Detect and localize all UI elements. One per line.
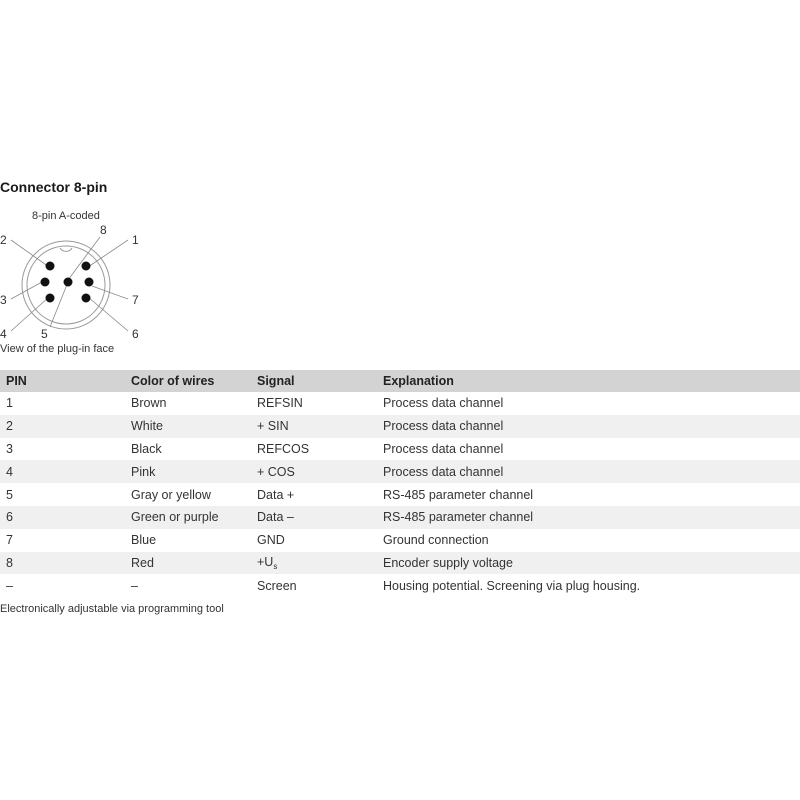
explanation-cell: Ground connection	[377, 529, 800, 552]
wire-color-cell: Pink	[125, 460, 251, 483]
signal-cell: GND	[251, 529, 377, 552]
table-row	[0, 529, 800, 552]
leader-line-6	[88, 297, 128, 331]
pin-label-8: 8	[100, 223, 107, 237]
pin-label-3: 3	[0, 293, 7, 307]
explanation-cell: Encoder supply voltage	[377, 552, 800, 575]
pin-label-6: 6	[132, 327, 139, 341]
table-row	[0, 552, 800, 575]
table-row	[0, 415, 800, 438]
signal-cell: + COS	[251, 460, 377, 483]
header-pin: PIN	[0, 370, 125, 392]
pin-label-1: 1	[132, 233, 139, 247]
leader-line-5	[50, 282, 68, 327]
footnote: Electronically adjustable via programming tool	[0, 603, 224, 615]
signal-cell: Data –	[251, 506, 377, 529]
pin-cell: 8	[0, 552, 125, 575]
pin-dot-2	[46, 262, 55, 271]
wire-color-cell: Red	[125, 552, 251, 575]
wire-color-cell: Green or purple	[125, 506, 251, 529]
wire-color-cell: Gray or yellow	[125, 483, 251, 506]
table-row	[0, 438, 800, 461]
leader-line-3	[11, 282, 42, 299]
table-row	[0, 460, 800, 483]
explanation-cell: Process data channel	[377, 392, 800, 415]
pin-label-5: 5	[41, 327, 48, 341]
pin-dot-1	[82, 262, 91, 271]
explanation-cell: Process data channel	[377, 460, 800, 483]
signal-cell: REFSIN	[251, 392, 377, 415]
table-header-row	[0, 370, 800, 392]
leader-line-4	[11, 297, 49, 331]
explanation-cell: RS-485 parameter channel	[377, 506, 800, 529]
pin-dot-center	[64, 278, 73, 287]
signal-cell: Screen	[251, 574, 377, 597]
signal-cell: REFCOS	[251, 438, 377, 461]
wire-color-cell: Black	[125, 438, 251, 461]
page-title: Connector 8-pin	[0, 179, 108, 195]
diagram-caption: View of the plug-in face	[0, 343, 115, 355]
wire-color-cell: White	[125, 415, 251, 438]
pin-cell: –	[0, 574, 125, 597]
pin-dot-7	[85, 278, 94, 287]
pin-label-2: 2	[0, 233, 7, 247]
header-color-of-wires: Color of wires	[125, 370, 251, 392]
table-row	[0, 483, 800, 506]
explanation-cell: Process data channel	[377, 438, 800, 461]
pin-cell: 7	[0, 529, 125, 552]
pin-dot-3	[41, 278, 50, 287]
explanation-cell: RS-485 parameter channel	[377, 483, 800, 506]
table-row	[0, 574, 800, 597]
signal-cell: Data +	[251, 483, 377, 506]
pin-cell: 3	[0, 438, 125, 461]
explanation-cell: Process data channel	[377, 415, 800, 438]
pin-dot-6	[82, 294, 91, 303]
signal-subscript: s	[273, 561, 278, 571]
coding-key	[60, 248, 72, 251]
pin-label-4: 4	[0, 327, 7, 341]
wire-color-cell: –	[125, 574, 251, 597]
table-row	[0, 392, 800, 415]
signal-cell	[251, 552, 377, 575]
pin-cell: 2	[0, 415, 125, 438]
pin-cell: 5	[0, 483, 125, 506]
wire-color-cell: Brown	[125, 392, 251, 415]
coding-label: 8-pin A-coded	[32, 210, 100, 222]
pin-cell: 6	[0, 506, 125, 529]
explanation-cell: Housing potential. Screening via plug housing.	[377, 574, 800, 597]
pin-assignment-table	[0, 370, 800, 597]
pin-dot-4	[46, 294, 55, 303]
pin-cell: 1	[0, 392, 125, 415]
header-signal: Signal	[251, 370, 377, 392]
signal-text: +U	[257, 554, 274, 569]
wire-color-cell: Blue	[125, 529, 251, 552]
header-explanation: Explanation	[377, 370, 800, 392]
connector-diagram	[0, 200, 160, 360]
signal-cell: + SIN	[251, 415, 377, 438]
pin-cell: 4	[0, 460, 125, 483]
table-row	[0, 506, 800, 529]
leader-line-1	[88, 240, 128, 267]
pin-label-7: 7	[132, 293, 139, 307]
